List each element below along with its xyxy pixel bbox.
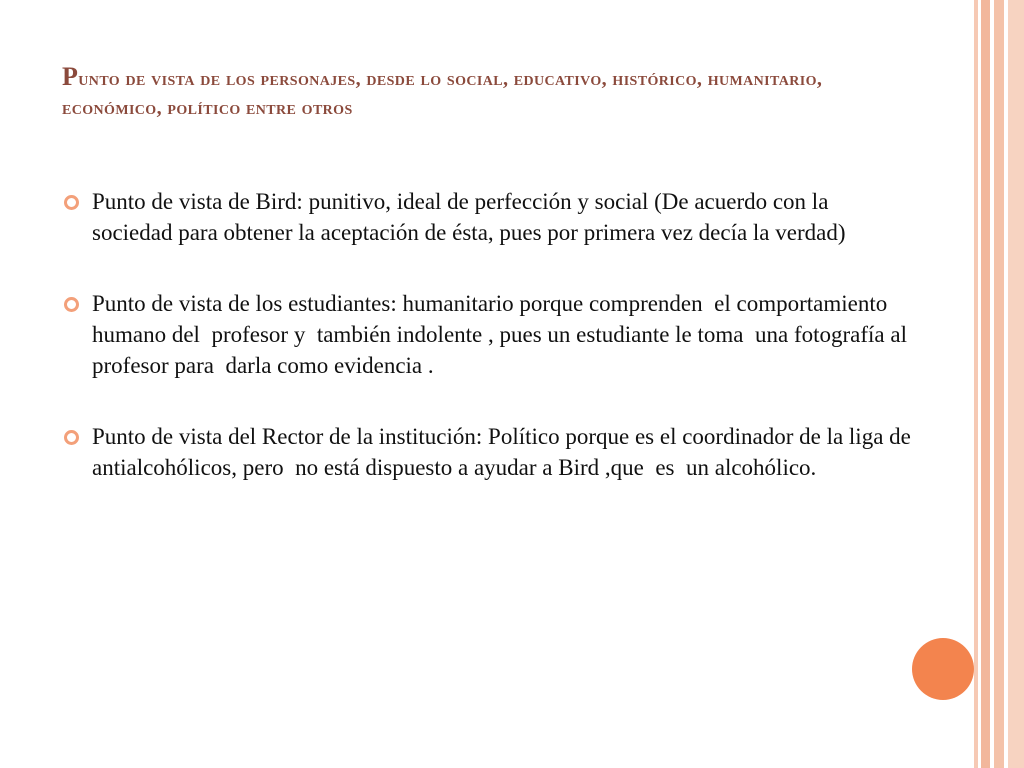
decorative-stripe [994,0,1004,768]
bullet-list [62,186,917,523]
bullet-text: Punto de vista de los estudiantes: humanitario porque comprenden el comportamiento humano del profesor y también indolente , pues un estudiante le toma una fotografía al profesor para darla como evidencia . [92,291,913,378]
ring-bullet-icon [64,297,79,312]
bullet-text: Punto de vista de Bird: punitivo, ideal de perfección y social (De acuerdo con la sociedad para obtener la aceptación de ésta, pues por primera vez decía la verdad) [92,189,846,245]
decorative-stripe [1008,0,1024,768]
bullet-text: Punto de vista del Rector de la institución: Político porque es el coordinador de la liga de antialcohólicos, pero no está dispuesto a ayudar a Bird ,que es un alcohólico. [92,424,917,480]
ring-bullet-icon [64,195,79,210]
bullet-item [62,421,917,483]
bullet-item [62,288,912,381]
decorative-stripe [981,0,990,768]
title-text: unto de vista de los personajes, desde lo social, educativo, histórico, humanitario, económico, político entre otros [62,68,823,119]
ring-bullet-icon [64,430,79,445]
slide-title [62,62,902,123]
title-first-letter: P [62,62,79,91]
bullet-item [62,186,912,248]
orange-circle-decoration [912,638,974,700]
